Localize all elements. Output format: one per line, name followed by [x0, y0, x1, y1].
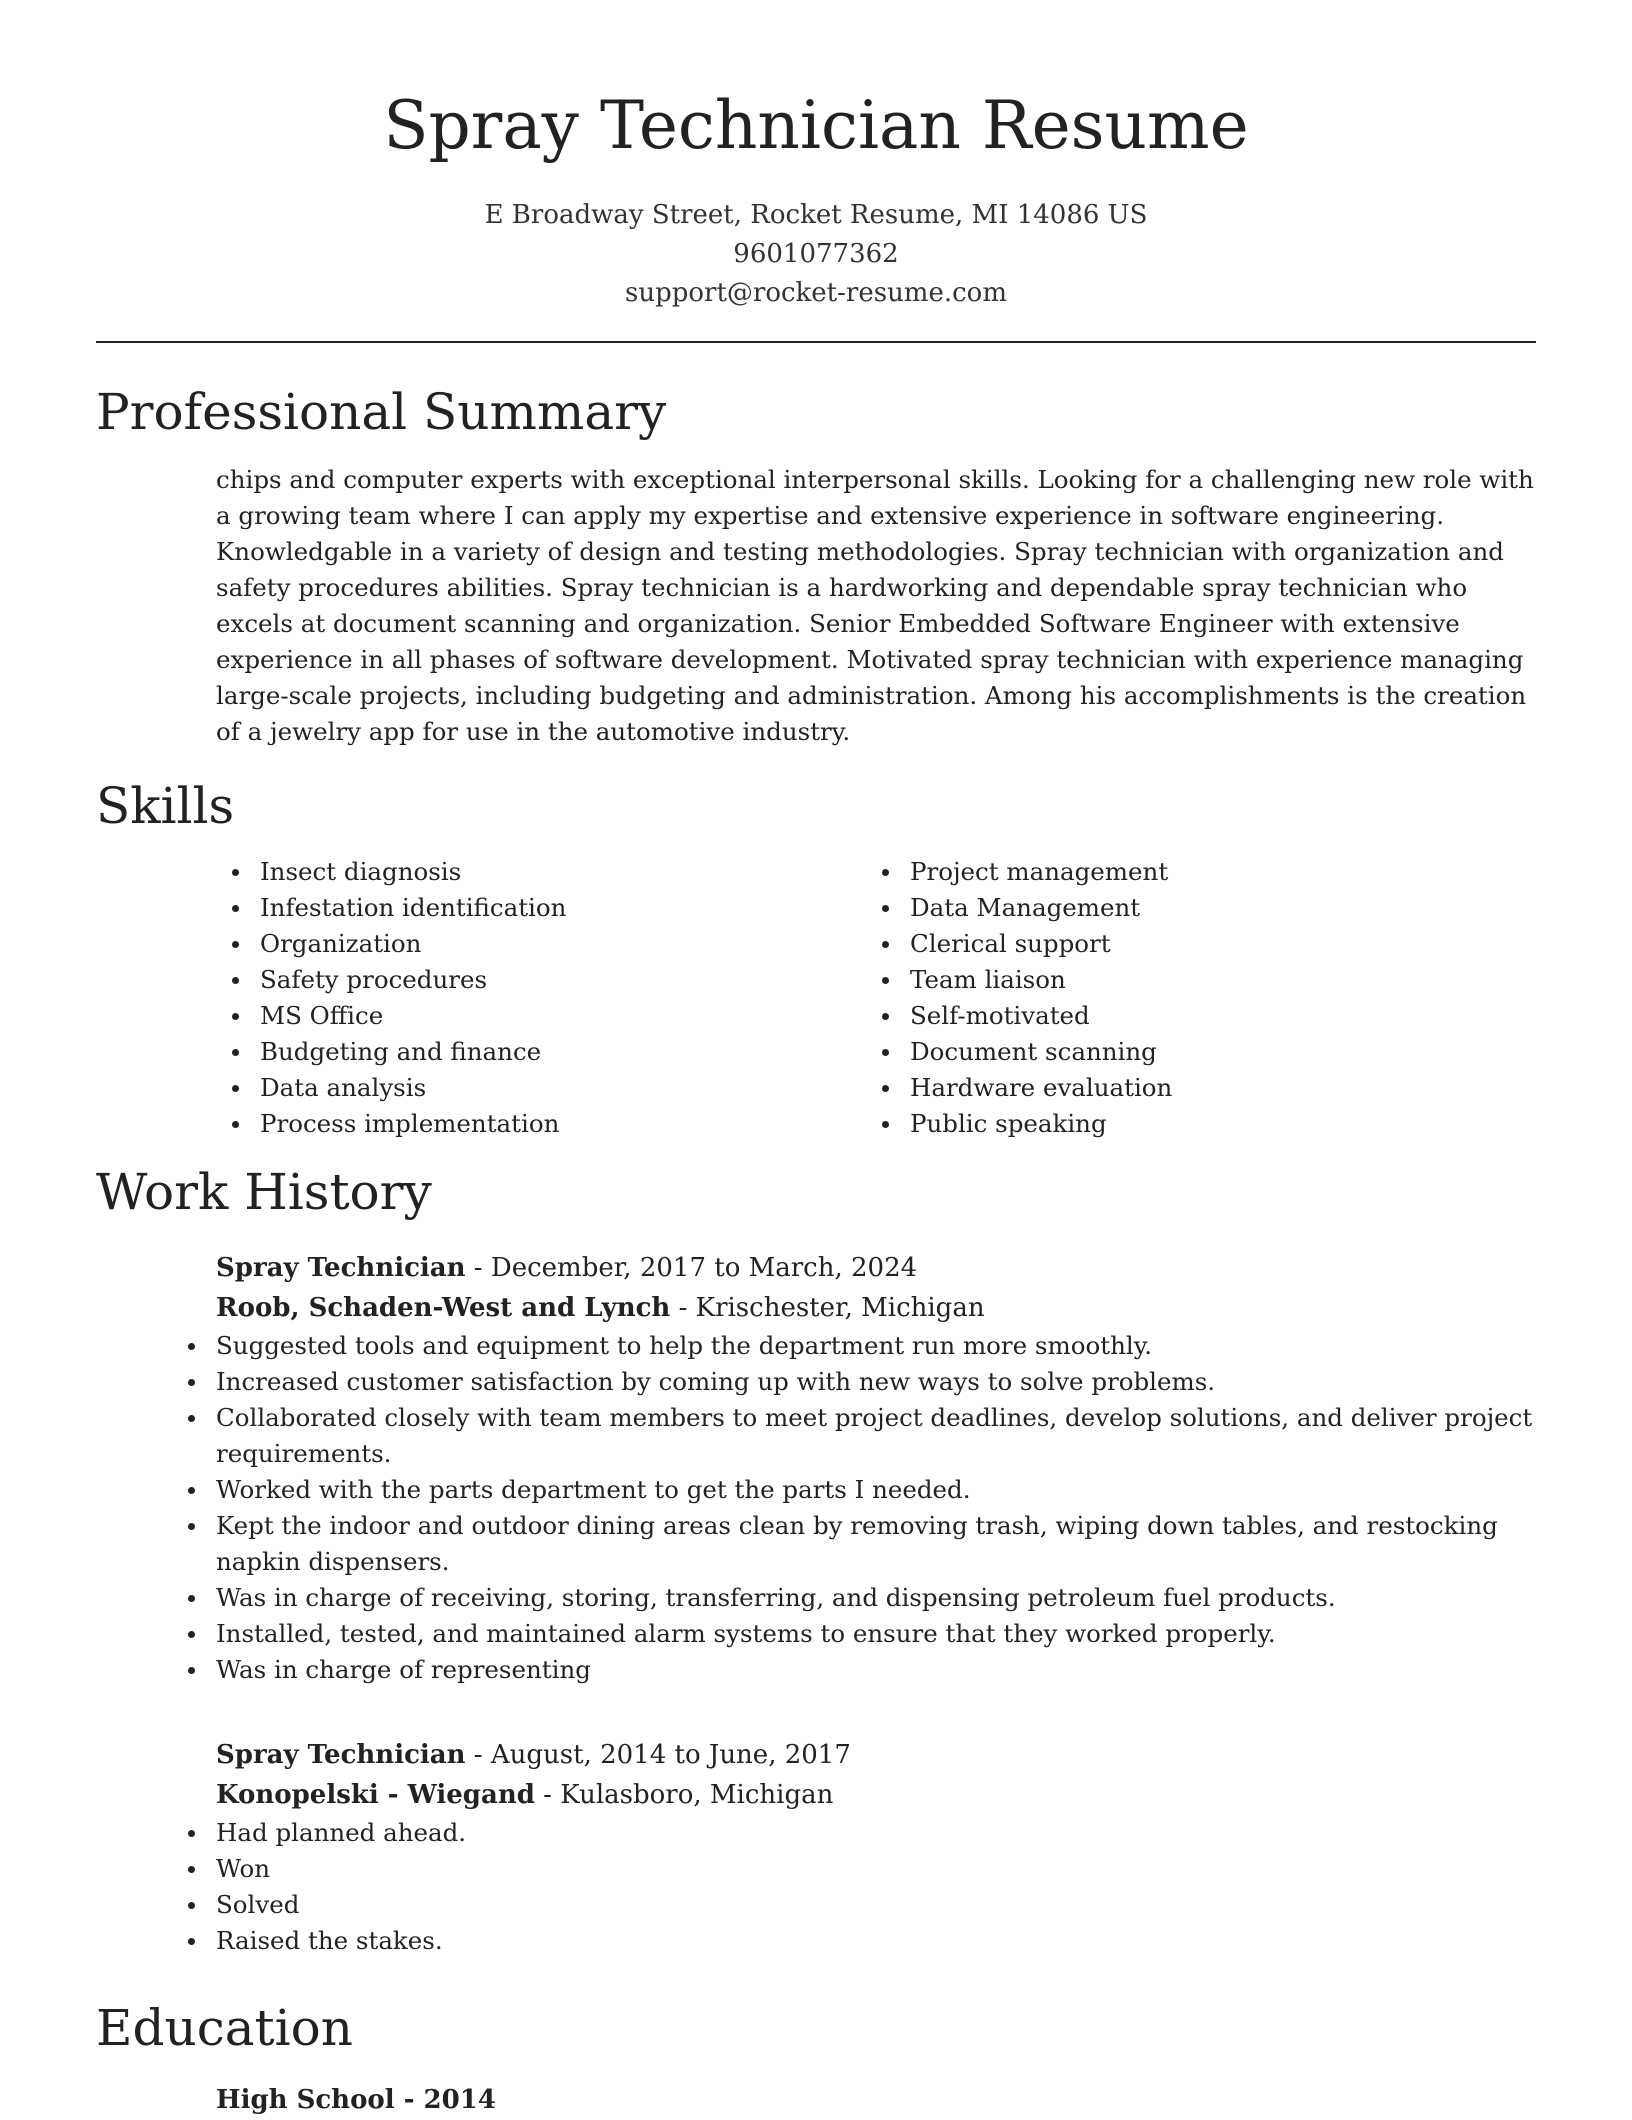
summary-heading: Professional Summary [96, 383, 667, 441]
skill-item: Infestation identification [216, 890, 856, 926]
contact-phone: 9601077362 [733, 239, 899, 269]
skill-item: Clerical support [866, 926, 1506, 962]
skill-item: Safety procedures [216, 962, 856, 998]
job-location: - Krischester, Michigan [670, 1293, 985, 1323]
job-title: Spray Technician [216, 1740, 466, 1770]
skill-item: Process implementation [216, 1106, 856, 1142]
skill-item: MS Office [216, 998, 856, 1034]
job-duty: Kept the indoor and outdoor dining areas clean by removing trash, wiping down tables, and restocking napkin dispensers. [172, 1508, 1536, 1580]
job-title-line [216, 1248, 1536, 1288]
job-duty: Suggested tools and equipment to help the department run more smoothly. [172, 1328, 1536, 1364]
job-dates: - December, 2017 to March, 2024 [465, 1253, 918, 1283]
job-duty: Was in charge of representing [172, 1652, 1536, 1688]
skill-item: Organization [216, 926, 856, 962]
skill-item: Document scanning [866, 1034, 1506, 1070]
job-duty: Raised the stakes. [172, 1923, 1536, 1959]
resume-header [0, 84, 1632, 313]
education-entry [216, 2080, 496, 2120]
job-entry [216, 1735, 1536, 1959]
job-duty: Increased customer satisfaction by coming up with new ways to solve problems. [172, 1364, 1536, 1400]
skill-item: Team liaison [866, 962, 1506, 998]
job-duty: Won [172, 1851, 1536, 1887]
skill-item: Project management [866, 854, 1506, 890]
job-duty: Installed, tested, and maintained alarm systems to ensure that they worked properly. [172, 1616, 1536, 1652]
skill-item: Budgeting and finance [216, 1034, 856, 1070]
job-company: Konopelski - Wiegand [216, 1780, 535, 1810]
skills-column-left [216, 854, 856, 1142]
education-degree: High School - 2014 [216, 2085, 496, 2115]
job-company-line [216, 1775, 1536, 1815]
job-duty: Was in charge of receiving, storing, transferring, and dispensing petroleum fuel products. [172, 1580, 1536, 1616]
job-title-line [216, 1735, 1536, 1775]
job-duties-list [172, 1815, 1536, 1959]
job-duties-list [172, 1328, 1536, 1688]
job-dates: - August, 2014 to June, 2017 [465, 1740, 851, 1770]
skills-heading: Skills [96, 777, 235, 835]
skills-column-right [866, 854, 1506, 1142]
job-company-line [216, 1288, 1536, 1328]
job-location: - Kulasboro, Michigan [534, 1780, 834, 1810]
contact-email: support@rocket-resume.com [624, 278, 1007, 308]
skill-item: Data Management [866, 890, 1506, 926]
job-duty: Solved [172, 1887, 1536, 1923]
resume-title: Spray Technician Resume [383, 87, 1249, 164]
job-company: Roob, Schaden-West and Lynch [216, 1293, 671, 1323]
job-entry [216, 1248, 1536, 1688]
skill-item: Insect diagnosis [216, 854, 856, 890]
skills-list-left [216, 854, 856, 1142]
contact-address: E Broadway Street, Rocket Resume, MI 14086 US [484, 200, 1148, 230]
skill-item: Public speaking [866, 1106, 1506, 1142]
job-duty: Collaborated closely with team members to meet project deadlines, develop solutions, and deliver project requirements. [172, 1400, 1536, 1472]
skill-item: Self-motivated [866, 998, 1506, 1034]
summary-text: chips and computer experts with exceptional interpersonal skills. Looking for a challenging new role with a growing team where I can apply my expertise and extensive experience in software engineering. Knowledgable in a variety of design and testing methodologies. Spray technician with organization and safety procedures abilities. Spray technician is a hardworking and dependable spray technician who excels at document scanning and organization. Senior Embedded Software Engineer with extensive experience in all phases of software development. Motivated spray technician with experience managing large-scale projects, including budgeting and administration. Among his accomplishments is the creation of a jewelry app for use in the automotive industry. [216, 465, 1534, 746]
job-duty: Worked with the parts department to get the parts I needed. [172, 1472, 1536, 1508]
job-duty: Had planned ahead. [172, 1815, 1536, 1851]
skills-list-right [866, 854, 1506, 1142]
contact-info [0, 196, 1632, 313]
header-divider [96, 341, 1536, 343]
education-heading: Education [96, 1999, 353, 2057]
job-title: Spray Technician [216, 1253, 466, 1283]
work-history-heading: Work History [96, 1163, 432, 1221]
skill-item: Data analysis [216, 1070, 856, 1106]
skill-item: Hardware evaluation [866, 1070, 1506, 1106]
